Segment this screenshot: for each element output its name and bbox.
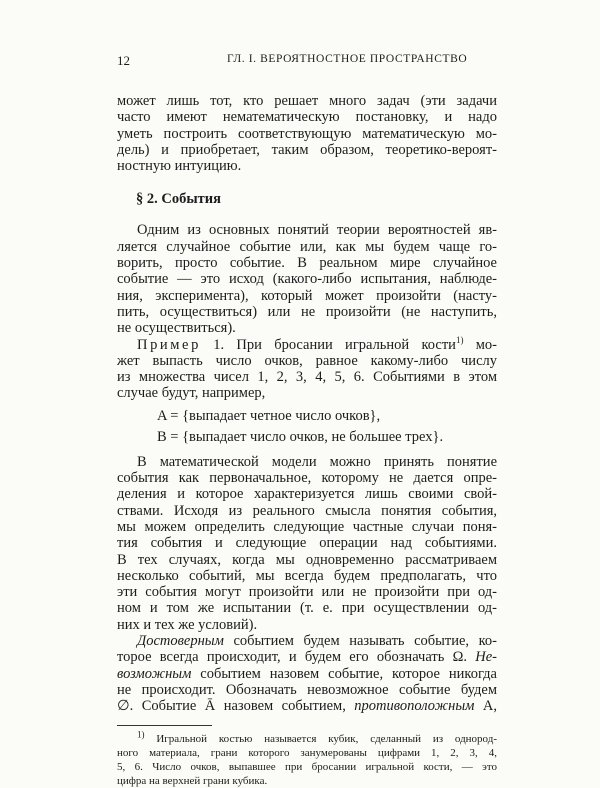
- text-line: Одним из основных понятий теории вероятностей яв-: [137, 222, 497, 239]
- footnote-line: [117, 728, 497, 746]
- text-span: торое всегда происходит, и будем его обозначать Ω.: [117, 649, 476, 666]
- text-line: уметь построить соответствующую математическую мо-: [117, 125, 497, 142]
- text-line: события как первоначальное, которому не дается опре-: [117, 470, 497, 487]
- section-heading: § 2. События: [136, 191, 221, 208]
- text-line: часто имеют нематематическую постановку, и надо: [117, 109, 497, 126]
- text-line: не осуществиться).: [117, 320, 236, 337]
- text-line: [117, 633, 497, 649]
- text-line: деления и которое характеризуется лишь своими свой-: [117, 486, 497, 503]
- running-title: ГЛ. I. ВЕРОЯТНОСТНОЕ ПРОСТРАНСТВО: [227, 53, 468, 65]
- footnote-ref[interactable]: 1): [455, 334, 464, 345]
- text-line: событие — это исход (какого-либо испытания, наблюде-: [117, 271, 497, 288]
- text-span: событием будем называть событие, ко-: [223, 633, 497, 650]
- paragraph-example: [117, 334, 497, 402]
- footnote-line: ного материала, грани которого занумерованы цифрами 1, 2, 3, 4,: [117, 746, 497, 759]
- term-impossible-start: Не-: [475, 649, 497, 666]
- example-label: Пример: [137, 336, 201, 353]
- text-line: [117, 334, 497, 353]
- text-span: ∅. Событие Ā назовем событием,: [117, 698, 355, 715]
- term-impossible-end: возможным: [117, 665, 192, 682]
- text-line: ляется случайное событие или, как мы будем чаще го-: [117, 238, 497, 255]
- text-span: A,: [474, 698, 497, 715]
- text-line: эти события могут произойти или не произойти при од-: [117, 584, 497, 601]
- text-line: [117, 666, 497, 682]
- text-line: мы можем определить следующие частные случаи поня-: [117, 518, 497, 535]
- intro-paragraph: [117, 93, 497, 174]
- book-page: [117, 50, 497, 788]
- page-number: 12: [117, 53, 130, 68]
- text-line: может лишь тот, кто решает много задач (эти задачи: [117, 93, 497, 109]
- text-line: ворить, просто событие. В реальном мире случайное: [117, 255, 497, 272]
- text-line: несколько событий, мы всегда будем предполагать, что: [117, 567, 497, 584]
- text-line: В математической модели можно принять понятие: [137, 453, 497, 470]
- text-span: событием назовем событие, которое никогда: [191, 665, 497, 682]
- footnote-mark: 1): [137, 728, 145, 739]
- footnote-line: цифра на верхней грани кубика.: [117, 774, 268, 787]
- text-line: жет выпасть число очков, равное какому-либо числу: [117, 352, 497, 369]
- formula-a: A = {выпадает четное число очков},: [157, 407, 381, 424]
- text-line: ностную интуицию.: [117, 158, 242, 175]
- example-text: мо-: [463, 336, 497, 353]
- example-formulas: [117, 406, 497, 448]
- paragraph-certain-event: [117, 633, 497, 714]
- footnote-line: 5, 6. Число очков, выпавшее при бросании игральной кости, — это: [117, 760, 497, 773]
- text-line: ном и том же испытании (т. е. при осуществлении од-: [117, 600, 497, 617]
- term-opposite: противоположным: [354, 698, 475, 715]
- formula-b: B = {выпадает число очков, не большее трех}.: [157, 428, 444, 445]
- paragraph-definition: [117, 222, 497, 336]
- page-header: [117, 50, 497, 72]
- text-line: тия события и следующие операции над событиями.: [117, 535, 497, 552]
- text-line: не происходит. Обозначать невозможное событие будем: [117, 681, 497, 698]
- footnote-divider: [117, 725, 212, 726]
- paragraph-model: [117, 454, 497, 633]
- text-line: дель) и приобретает, таким образом, теоретико-вероят-: [117, 141, 497, 158]
- text-line: из множества чисел 1, 2, 3, 4, 5, 6. Событиями в этом: [117, 369, 497, 386]
- text-line: случае будут, например,: [117, 385, 266, 402]
- term-certain: Достоверным: [137, 633, 224, 650]
- text-line: В тех случаях, когда мы одновременно рассматриваем: [117, 551, 497, 568]
- text-line: ствами. Исходя из реального смысла понятия события,: [117, 502, 497, 519]
- text-span: Игральной костью называется кубик, сделанный из однород-: [144, 732, 497, 745]
- text-line: них и тех же условий).: [117, 616, 258, 633]
- text-line: [117, 649, 497, 665]
- text-line: пить, осуществиться) или не произойти (не наступить,: [117, 303, 497, 320]
- footnote: [117, 728, 497, 788]
- text-line: ния, эксперимента), который может произойти (насту-: [117, 287, 497, 304]
- example-text: 1. При бросании игральной кости: [200, 336, 456, 353]
- text-line: [117, 698, 497, 714]
